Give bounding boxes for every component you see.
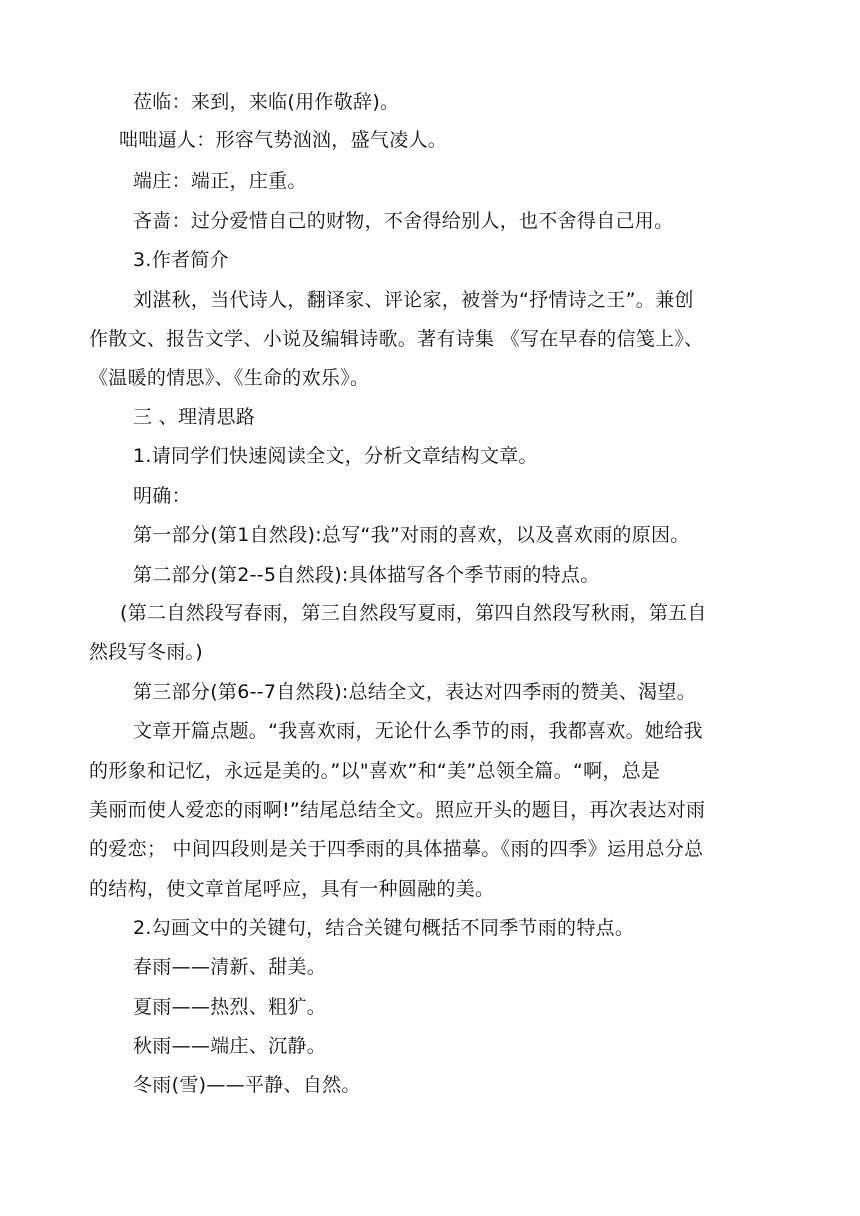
definition-duanzhuang: 端庄：端正，庄重。 [133,170,307,192]
part-2-summary: 第二部分(第2--5自然段):具体描写各个季节雨的特点。 [133,564,600,586]
spring-rain-feature: 春雨——清新、甜美。 [133,956,327,978]
analysis-line-2: 的形象和记忆，永远是美的。”以"喜欢”和“美”总领全篇。“啊，总是 [89,760,661,782]
section-heading-structure: 三 、理清思路 [133,406,256,428]
question-1: 1.请同学们快速阅读全文，分析文章结构文章。 [133,445,538,467]
autumn-rain-feature: 秋雨——端庄、沉静。 [133,1035,327,1057]
summer-rain-feature: 夏雨——热烈、粗犷。 [133,996,327,1018]
part-2-detail-line-1: (第二自然段写春雨，第三自然段写夏雨，第四自然段写秋雨，第五自 [120,602,707,624]
definition-duoduobiren: 咄咄逼人：形容气势汹汹，盛气凌人。 [119,129,448,151]
author-bio-line-2: 作散文、报告文学、小说及编辑诗歌。著有诗集 《写在早春的信笺上》、 [89,328,704,350]
answer-label: 明确： [133,485,191,507]
part-3-summary: 第三部分(第6--7自然段):总结全文，表达对四季雨的赞美、渴望。 [133,681,697,703]
author-bio-line-1: 刘湛秋，当代诗人，翻译家、评论家，被誉为“抒情诗之王”。兼创 [133,289,694,311]
analysis-line-5: 的结构，使文章首尾呼应，具有一种圆融的美。 [89,878,495,900]
analysis-line-4: 的爱恋； 中间四段则是关于四季雨的具体描摹。《雨的四季》运用总分总 [89,838,704,860]
winter-rain-feature: 冬雨(雪)——平静、自然。 [133,1074,361,1096]
analysis-line-3: 美丽而使人爱恋的雨啊!”结尾总结全文。照应开头的题目，再次表达对雨 [89,799,706,821]
part-1-summary: 第一部分(第1自然段):总写“我”对雨的喜欢，以及喜欢雨的原因。 [133,524,690,546]
analysis-line-1: 文章开篇点题。“我喜欢雨，无论什么季节的雨，我都喜欢。她给我 [133,720,703,742]
definition-linse: 吝啬：过分爱惜自己的财物，不舍得给别人，也不舍得自己用。 [133,210,674,232]
section-heading-author: 3.作者简介 [133,249,229,271]
part-2-detail-line-2: 然段写冬雨。) [89,641,204,663]
author-bio-line-3: 《温暖的情思》、《生命的欢乐》。 [89,367,370,389]
question-2: 2.勾画文中的关键句，结合关键句概括不同季节雨的特点。 [133,917,635,939]
definition-lilin: 莅临：来到，来临(用作敬辞)。 [133,91,400,113]
